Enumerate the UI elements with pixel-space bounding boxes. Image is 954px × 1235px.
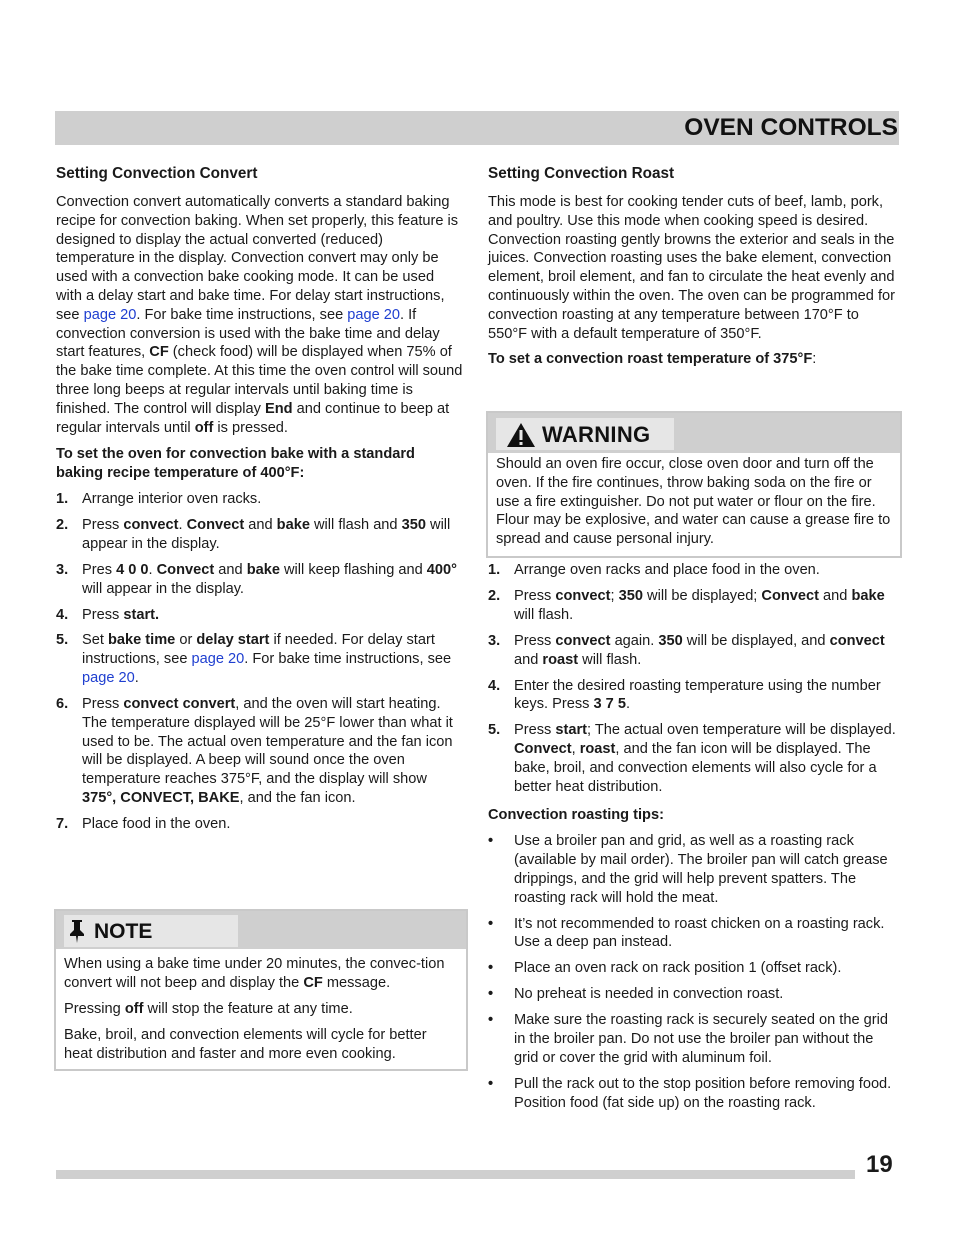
text-run: Press	[514, 587, 556, 604]
text-run: Arrange oven racks and place food in the oven.	[514, 562, 820, 578]
bold-text: CF	[149, 344, 169, 361]
text-run: will stop the feature at any time.	[143, 1001, 353, 1018]
text-run: ,	[571, 741, 580, 758]
step-number: 1.	[56, 490, 69, 507]
text-run: .	[148, 561, 157, 578]
text-run: will keep flashing and	[279, 561, 427, 578]
bold-text: convect	[555, 587, 611, 604]
text-run: will flash.	[578, 651, 642, 668]
convection-convert-intro	[56, 193, 464, 437]
text-run: When using a bake time under 20 minutes, the convec-tion convert will not beep and display the	[64, 956, 445, 991]
roast-step-2	[488, 587, 898, 625]
bold-text: End	[265, 400, 293, 417]
text-run: Press	[514, 722, 556, 739]
bold-text: off	[194, 419, 214, 436]
text-run: .	[625, 696, 631, 713]
text-run: (check food) will be displayed when 75% of the bake time complete. At this time the oven control will sound three long beeps at regular intervals until baking time is finished. The control will display	[56, 344, 463, 417]
text-run: Arrange interior oven racks.	[82, 490, 262, 507]
text-run: if needed. For delay start instructions, see	[82, 632, 435, 668]
note-label: NOTE	[94, 920, 153, 943]
step-number: 1.	[488, 562, 501, 578]
text-run: Place food in the oven.	[82, 816, 231, 833]
text-run: again.	[610, 632, 659, 649]
roasting-tips-list	[488, 832, 898, 1112]
bold-text: roast	[579, 741, 616, 758]
convert-step-3	[56, 561, 464, 599]
text-run: , and the oven will start heating. The temperature displayed will be 25°F lower than what it used to be. The actual oven temperature and the fan icon will be displayed. A beep will sound once the oven temperature reaches 375°F, and the display will show	[82, 696, 453, 788]
text-run: and continue to beep at regular intervals until	[56, 400, 450, 436]
section-heading-convection-convert: Setting Convection Convert	[56, 165, 258, 182]
roasting-tips-heading: Convection roasting tips:	[488, 806, 664, 823]
roasting-tip	[488, 959, 898, 978]
tip-text: It’s not recommended to roast chicken on a roasting rack. Use a deep pan instead.	[514, 915, 885, 951]
pushpin-icon	[68, 918, 90, 944]
convection-bake-subheading: To set the oven for convection bake with a standard baking recipe temperature of 400°F:	[56, 446, 415, 482]
bullet-icon: •	[488, 833, 494, 850]
bold-text: 350	[401, 516, 426, 533]
text-run: will flash.	[514, 606, 574, 623]
bullet-icon: •	[488, 1012, 494, 1029]
note-paragraph	[64, 955, 458, 993]
text-run: is pressed.	[213, 419, 288, 436]
convection-roast-steps	[488, 561, 898, 797]
page-link[interactable]: page 20	[82, 670, 135, 687]
step-number: 4.	[488, 677, 501, 694]
text-run: Pres	[82, 561, 117, 578]
text-run: Press	[82, 696, 124, 713]
text-run: Set	[82, 632, 108, 649]
warning-text: Should an oven fire occur, close oven door and turn off the oven. If the fire continues, throw baking soda on the fire or use a fire extinguisher. Do not put water or flour on the fire. Flour may be explosive, and water can cause a grease fire to spread and cause personal injury.	[496, 456, 891, 548]
bullet-icon: •	[488, 915, 494, 932]
bold-text: bake	[276, 516, 310, 533]
convert-step-5	[56, 631, 464, 687]
note-paragraph	[64, 1026, 458, 1064]
bold-text: bake	[246, 561, 280, 578]
right-column-lower	[488, 561, 898, 1120]
warning-label: WARNING	[542, 422, 651, 447]
bold-text: CF	[303, 974, 323, 991]
roast-step-1	[488, 561, 898, 580]
step-number: 5.	[488, 722, 501, 739]
warning-header	[488, 413, 900, 453]
text-run: Enter the desired roasting temperature using the number keys. Press	[514, 677, 881, 713]
bold-text: convect	[123, 516, 179, 533]
text-run: will appear in the display.	[82, 580, 244, 597]
bold-text: start.	[123, 606, 160, 623]
text-run: Pressing	[64, 1001, 125, 1018]
text-run: Press	[514, 632, 556, 649]
text-run: ; The actual oven temperature will be displayed.	[587, 722, 896, 739]
bold-text: convect	[829, 632, 885, 649]
text-run: and	[514, 651, 543, 668]
bold-text: Convect	[186, 516, 245, 533]
text-run: will be displayed;	[642, 587, 762, 604]
roast-step-4	[488, 677, 898, 715]
bold-text: convect	[555, 632, 611, 649]
bold-text: 4 0 0	[116, 561, 149, 578]
roasting-tip	[488, 1011, 898, 1067]
bold-text: Convect	[761, 587, 819, 604]
convert-step-2	[56, 516, 464, 554]
text-run: . For bake time instructions, see	[136, 306, 348, 323]
step-number: 3.	[56, 561, 69, 578]
bold-text: 375°, CONVECT, BAKE	[82, 790, 240, 807]
bold-text: convect convert	[123, 696, 236, 713]
text-run: .	[178, 516, 187, 533]
roasting-tip	[488, 985, 898, 1004]
bold-text: bake	[851, 587, 885, 604]
text-run: Press	[82, 516, 124, 533]
bold-text: 400°	[426, 561, 457, 578]
warning-triangle-icon	[506, 422, 536, 448]
text-run: and	[214, 561, 247, 578]
text-run: . For bake time instructions, see	[244, 651, 452, 668]
footer-bar	[56, 1170, 855, 1179]
text-run: . If convection conversion is used with the bake time and delay start features,	[56, 306, 440, 361]
right-column	[488, 165, 898, 369]
bold-text: delay start	[196, 632, 270, 649]
note-paragraph	[64, 1000, 458, 1019]
bold-text: bake time	[107, 632, 176, 649]
bold-text: 350	[618, 587, 643, 604]
text-run: message.	[322, 974, 391, 991]
bullet-icon: •	[488, 960, 494, 977]
text-run: will appear in the display.	[82, 516, 451, 552]
bold-text: off	[124, 1001, 144, 1018]
bold-text: roast	[542, 651, 579, 668]
roasting-tip	[488, 1075, 898, 1113]
step-number: 7.	[56, 816, 69, 833]
note-box	[54, 909, 468, 1071]
page-link[interactable]: page 20	[347, 306, 401, 323]
convert-step-4	[56, 606, 464, 625]
warning-box	[486, 411, 902, 558]
text-run: ;	[610, 587, 619, 604]
convection-convert-steps	[56, 490, 464, 834]
step-number: 6.	[56, 696, 69, 713]
section-heading-convection-roast: Setting Convection Roast	[488, 165, 675, 182]
bold-text: 350	[658, 632, 683, 649]
page-link[interactable]: page 20	[191, 651, 245, 668]
bold-text: 3 7 5	[593, 696, 626, 713]
convection-roast-subheading: To set a convection roast temperature of 375°F:	[488, 351, 817, 368]
convection-roast-intro: This mode is best for cooking tender cuts of beef, lamb, pork, and poultry. Use this mode when cooking speed is desired. Convection roasting gently browns the exterior and seals in the juices. Convection roasting uses the bake element, convection element, broil element, and fan to circulate the heat evenly and continuously within the oven. The oven can be programmed for convection roasting at any temperature between 170°F to 550°F with a default temperature of 350°F.	[488, 194, 895, 342]
note-body	[56, 949, 466, 1079]
step-number: 4.	[56, 606, 69, 623]
text-run: Bake, broil, and convection elements will cycle for better heat distribution and faster and more even cooking.	[64, 1027, 427, 1063]
tip-text: Make sure the roasting rack is securely seated on the grid in the broiler pan. Do not use the broiler pan without the grid or cover the grid with aluminum foil.	[514, 1012, 888, 1067]
left-column	[56, 165, 464, 841]
convert-step-7	[56, 815, 464, 834]
text-run: and	[244, 516, 277, 533]
step-number: 5.	[56, 632, 69, 649]
text-run: Convection convert automatically converts a standard baking recipe for convection baking. When set properly, this feature is designed to display the actual converted (reduced) temperature in the display. Convection convert may only be used with a convection bake cooking mode. It can be used with a delay start and bake time. For delay start instructions, see	[56, 194, 459, 323]
convert-step-1	[56, 490, 464, 509]
text-run: , and the fan icon will be displayed. The bake, broil, and convection elements will also cycle for a better heat distribution.	[514, 741, 877, 795]
bold-text: Convect	[514, 741, 572, 758]
step-number: 3.	[488, 632, 501, 649]
convert-step-6	[56, 695, 464, 808]
text-run: .	[134, 670, 139, 687]
text-run: will be displayed, and	[682, 632, 830, 649]
page-number: 19	[866, 1151, 893, 1178]
step-number: 2.	[56, 516, 69, 533]
roast-step-3	[488, 632, 898, 670]
tip-text: Place an oven rack on rack position 1 (offset rack).	[514, 960, 842, 977]
step-number: 2.	[488, 587, 501, 604]
bullet-icon: •	[488, 1076, 494, 1093]
bold-text: start	[555, 722, 587, 739]
roasting-tip	[488, 915, 898, 953]
note-header	[56, 911, 466, 949]
text-run: and	[819, 587, 852, 604]
roasting-tip	[488, 832, 898, 907]
roast-step-5	[488, 721, 898, 796]
page-link[interactable]: page 20	[83, 306, 137, 323]
text-run: , and the fan icon.	[239, 790, 356, 807]
page-title: OVEN CONTROLS	[684, 114, 898, 141]
bullet-icon: •	[488, 986, 494, 1003]
tip-text: Use a broiler pan and grid, as well as a roasting rack (available by mail order). The broiler pan will catch grease drippings, and the grid will help prevent spatters. The roasting rack will hold the meat.	[514, 833, 888, 906]
text-run: will flash and	[309, 516, 402, 533]
bold-text: Convect	[156, 561, 215, 578]
text-run: or	[175, 632, 197, 649]
warning-body	[488, 453, 900, 551]
tip-text: Pull the rack out to the stop position before removing food. Position food (fat side up) on the roasting rack.	[514, 1076, 892, 1111]
tip-text: No preheat is needed in convection roast.	[514, 986, 784, 1003]
text-run: Press	[82, 606, 124, 623]
